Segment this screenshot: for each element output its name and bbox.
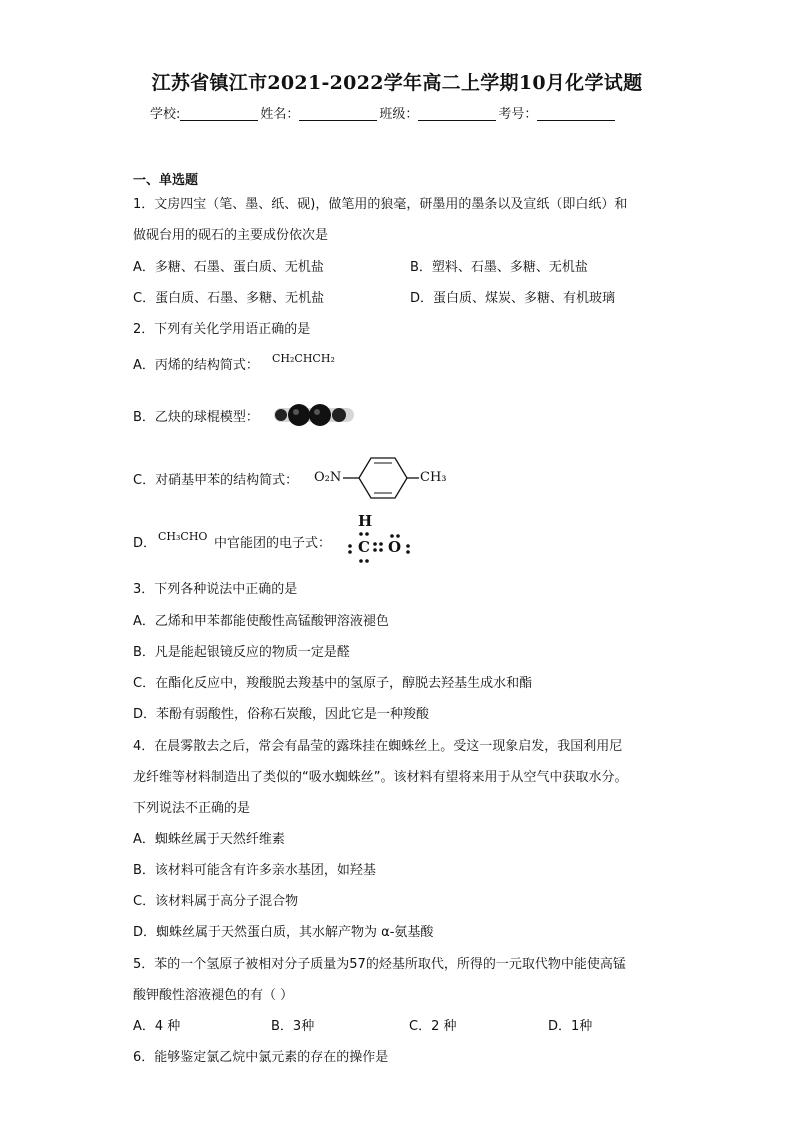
q4-stem-line2: 龙纤维等材料制造出了类似的“吸水蜘蛛丝”。该材料有望将来用于从空气中获取水分。 bbox=[133, 770, 628, 785]
exam-no-blank[interactable] bbox=[537, 106, 615, 121]
exam-no-label: 考号： bbox=[498, 107, 538, 122]
q5-option-a: A．4 种 bbox=[133, 1019, 181, 1034]
electron-dot-o: O bbox=[388, 538, 402, 556]
student-info-line bbox=[150, 103, 617, 122]
q1-option-d: D．蛋白质、煤炭、多糖、有机玻璃 bbox=[410, 291, 616, 306]
methyl-group-label: CH₃ bbox=[420, 470, 447, 485]
school-label: 学校: bbox=[150, 107, 181, 122]
q4-option-a: A．蜘蛛丝属于天然纤维素 bbox=[133, 832, 285, 847]
name-label: 姓名： bbox=[260, 107, 300, 122]
q2-stem: 2．下列有关化学用语正确的是 bbox=[133, 322, 311, 337]
electron-dot-c: C bbox=[358, 538, 370, 556]
p-nitrotoluene-ring bbox=[343, 453, 419, 503]
q3-option-a: A．乙烯和甲苯都能使酸性高锰酸钾溶液褪色 bbox=[133, 614, 389, 629]
nitro-group-label: O₂N bbox=[314, 470, 342, 485]
acetaldehyde-formula: CH₃CHO bbox=[158, 530, 208, 543]
q2-option-a: A．丙烯的结构简式： bbox=[133, 358, 259, 373]
q1-option-a: A．多糖、石墨、蛋白质、无机盐 bbox=[133, 260, 324, 275]
electron-dots bbox=[346, 512, 416, 564]
q6-stem: 6．能够鉴定氯乙烷中氯元素的存在的操作是 bbox=[133, 1050, 389, 1065]
q3-option-b: B．凡是能起银镜反应的物质一定是醛 bbox=[133, 645, 350, 660]
class-blank[interactable] bbox=[418, 106, 496, 121]
propene-formula: CH₂CHCH₂ bbox=[272, 352, 335, 365]
page-title: 江苏省镇江市2021-2022学年高二上学期10月化学试题 bbox=[151, 72, 643, 94]
electron-dot-structure bbox=[346, 512, 416, 564]
q3-stem: 3．下列各种说法中正确的是 bbox=[133, 582, 298, 597]
q1-option-c: C．蛋白质、石墨、多糖、无机盐 bbox=[133, 291, 325, 306]
q5-stem-line2: 酸钾酸性溶液褪色的有（ ） bbox=[133, 988, 294, 1003]
q3-option-c: C．在酯化反应中，羧酸脱去羧基中的氢原子，醇脱去羟基生成水和酯 bbox=[133, 676, 533, 691]
q1-option-b: B．塑料、石墨、多糖、无机盐 bbox=[410, 260, 588, 275]
q2-option-b: B．乙炔的球棍模型： bbox=[133, 410, 259, 425]
q4-option-c: C．该材料属于高分子混合物 bbox=[133, 894, 299, 909]
q2-option-c: C．对硝基甲苯的结构简式： bbox=[133, 473, 299, 488]
q1-stem-line2: 做砚台用的砚石的主要成份依次是 bbox=[133, 228, 329, 243]
q4-stem-line1: 4．在晨雾散去之后，常会有晶莹的露珠挂在蜘蛛丝上。受这一现象启发，我国利用尼 bbox=[133, 739, 623, 754]
q5-stem-line1: 5．苯的一个氢原子被相对分子质量为57的烃基所取代，所得的一元取代物中能使高锰 bbox=[133, 957, 626, 972]
q4-option-b: B．该材料可能含有许多亲水基团，如羟基 bbox=[133, 863, 376, 878]
class-label: 班级： bbox=[379, 107, 419, 122]
q5-option-b: B．3种 bbox=[271, 1019, 315, 1034]
q5-option-c: C．2 种 bbox=[409, 1019, 457, 1034]
q2-option-d-prefix: D． bbox=[133, 536, 157, 551]
acetylene-ball-stick-model bbox=[272, 398, 356, 432]
q3-option-d: D．苯酚有弱酸性，俗称石炭酸，因此它是一种羧酸 bbox=[133, 707, 430, 722]
q2-option-d-text: 中官能团的电子式： bbox=[214, 536, 332, 551]
section-heading: 一、单选题 bbox=[133, 173, 199, 188]
school-blank[interactable] bbox=[180, 106, 258, 121]
q1-stem-line1: 1．文房四宝（笔、墨、纸、砚)，做笔用的狼毫，研墨用的墨条以及宣纸（即白纸）和 bbox=[133, 197, 628, 212]
q5-option-d: D．1种 bbox=[548, 1019, 593, 1034]
q4-option-d: D．蜘蛛丝属于天然蛋白质，其水解产物为 α-氨基酸 bbox=[133, 925, 434, 940]
electron-dot-h: H bbox=[358, 512, 373, 530]
q4-stem-line3: 下列说法不正确的是 bbox=[133, 801, 251, 816]
name-blank[interactable] bbox=[299, 106, 377, 121]
